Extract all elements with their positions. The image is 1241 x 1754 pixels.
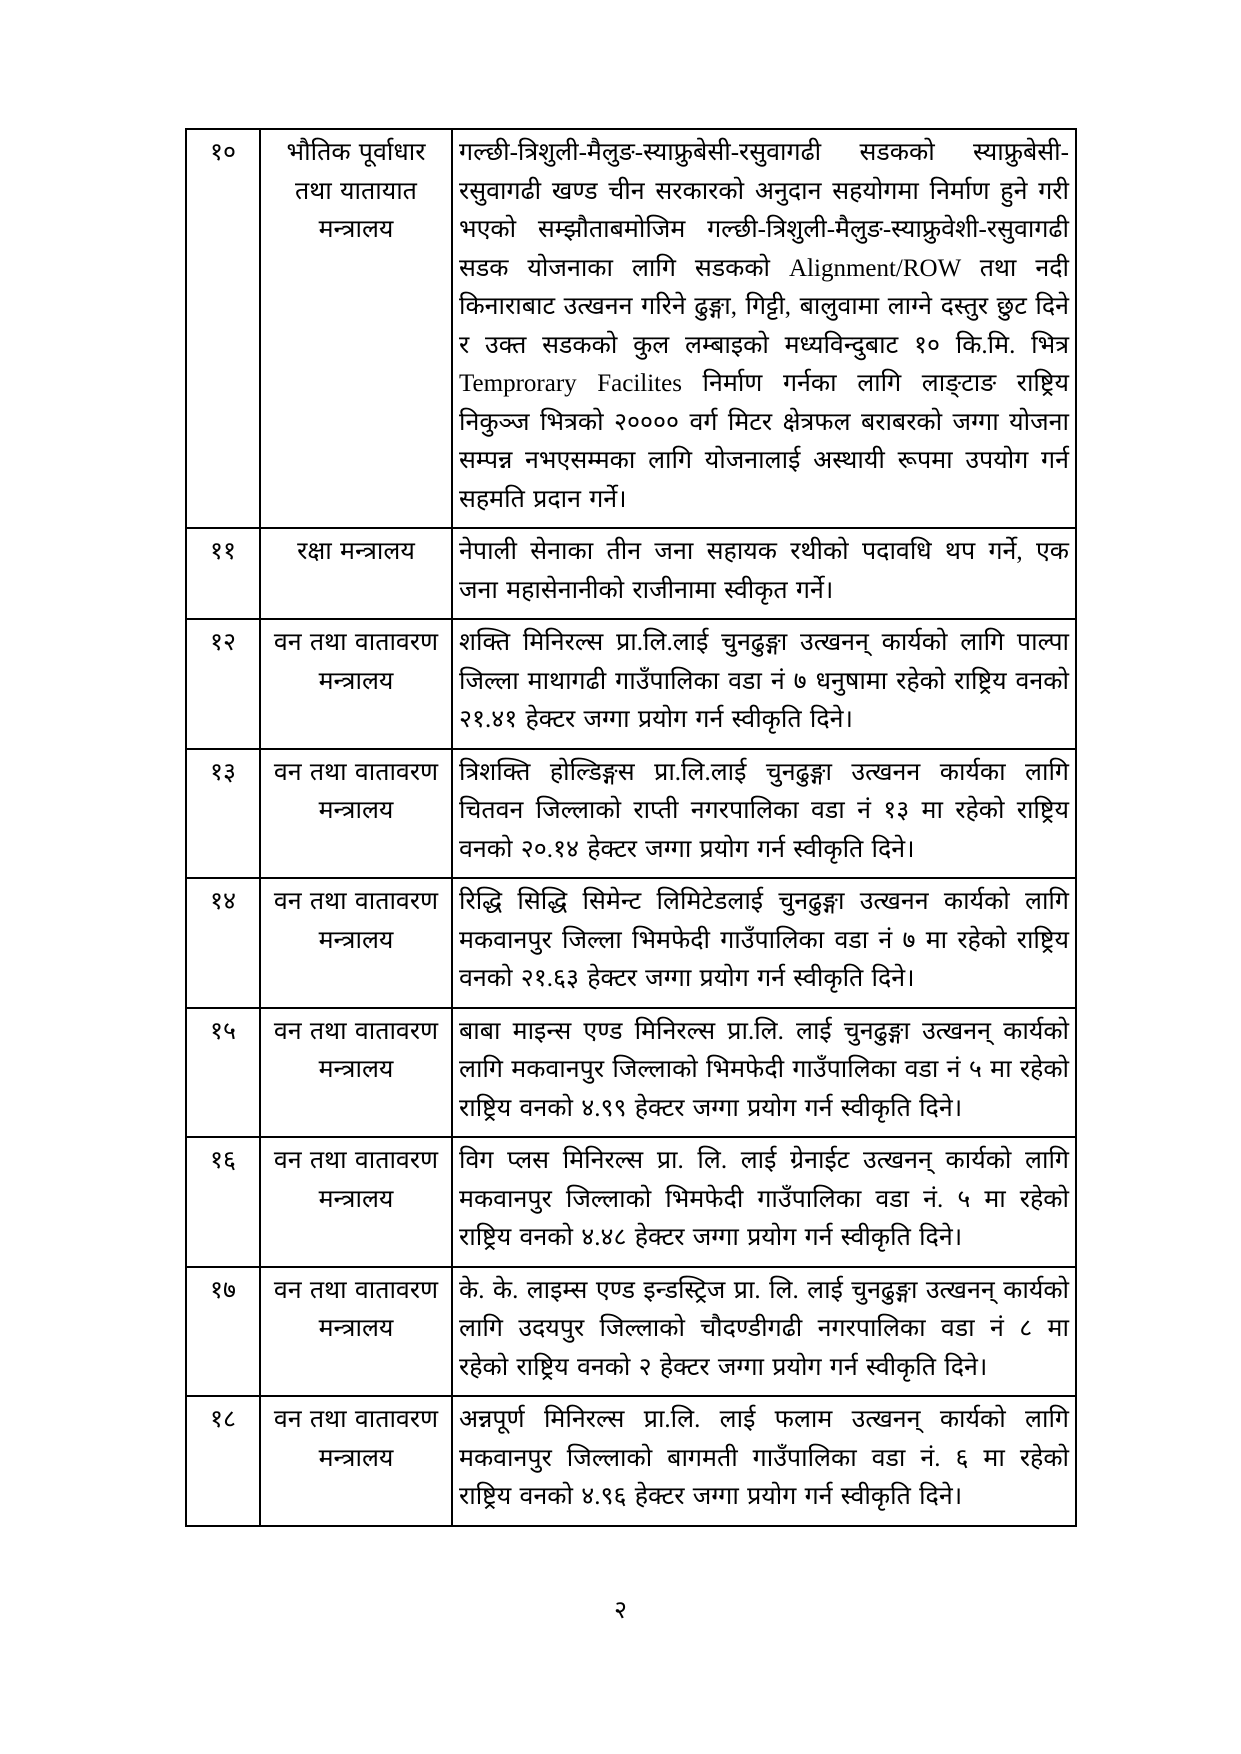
decision-cell: विग प्लस मिनिरल्स प्रा. लि. लाई ग्रेनाईट उत्खनन् कार्यको लागि मकवानपुर जिल्लाको भिमफेदी गाउँपालिका वडा नं. ५ मा रहेको राष्ट्रिय वनको ४.४८ हेक्टर जग्गा प्रयोग गर्न स्वीकृति दिने। [452,1137,1076,1267]
row-number: ११ [186,528,260,619]
ministry-cell: वन तथा वातावरण मन्त्रालय [260,1137,452,1267]
ministry-cell: वन तथा वातावरण मन्त्रालय [260,1396,452,1526]
ministry-cell: रक्षा मन्त्रालय [260,528,452,619]
decision-cell: बाबा माइन्स एण्ड मिनिरल्स प्रा.लि. लाई चुनढुङ्गा उत्खनन् कार्यको लागि मकवानपुर जिल्लाको भिमफेदी गाउँपालिका वडा नं ५ मा रहेको राष्ट्रिय वनको ४.९९ हेक्टर जग्गा प्रयोग गर्न स्वीकृति दिने। [452,1008,1076,1138]
table-row [186,1008,1076,1138]
row-number: १८ [186,1396,260,1526]
ministry-cell: भौतिक पूर्वाधार तथा यातायात मन्त्रालय [260,129,452,528]
decision-cell: गल्छी-त्रिशुली-मैलुङ-स्याफ्रुबेसी-रसुवागढी सडकको स्याफ्रुबेसी-रसुवागढी खण्ड चीन सरकारको अनुदान सहयोगमा निर्माण हुने गरी भएको सम्झौताबमोजिम गल्छी-त्रिशुली-मैलुङ-स्याफ्रुवेशी-रसुवागढी सडक योजनाका लागि सडकको Alignment/ROW तथा नदी किनाराबाट उत्खनन गरिने ढुङ्गा, गिट्टी, बालुवामा लाग्ने दस्तुर छुट दिने र उक्त सडकको कुल लम्बाइको मध्यविन्दुबाट १० कि.मि. भित्र Temprorary Facilites निर्माण गर्नका लागि लाङ्टाङ राष्ट्रिय निकुञ्ज भित्रको २०००० वर्ग मिटर क्षेत्रफल बराबरको जग्गा योजना सम्पन्न नभएसम्मका लागि योजनालाई अस्थायी रूपमा उपयोग गर्न सहमति प्रदान गर्ने। [452,129,1076,528]
table-row [186,1396,1076,1526]
ministry-cell: वन तथा वातावरण मन्त्रालय [260,1008,452,1138]
row-number: १२ [186,619,260,749]
decisions-table-body [186,129,1076,1526]
decision-cell: नेपाली सेनाका तीन जना सहायक रथीको पदावधि थप गर्ने, एक जना महासेनानीको राजीनामा स्वीकृत गर्ने। [452,528,1076,619]
table-row [186,619,1076,749]
table-row [186,528,1076,619]
decision-cell: शक्ति मिनिरल्स प्रा.लि.लाई चुनढुङ्गा उत्खनन् कार्यको लागि पाल्पा जिल्ला माथागढी गाउँपालिका वडा नं ७ धनुषामा रहेको राष्ट्रिय वनको २१.४१ हेक्टर जग्गा प्रयोग गर्न स्वीकृति दिने। [452,619,1076,749]
decision-cell: रिद्धि सिद्धि सिमेन्ट लिमिटेडलाई चुनढुङ्गा उत्खनन कार्यको लागि मकवानपुर जिल्ला भिमफेदी गाउँपालिका वडा नं ७ मा रहेको राष्ट्रिय वनको २१.६३ हेक्टर जग्गा प्रयोग गर्न स्वीकृति दिने। [452,878,1076,1008]
ministry-cell: वन तथा वातावरण मन्त्रालय [260,878,452,1008]
page-number: २ [613,1597,627,1624]
decision-cell: के. के. लाइम्स एण्ड इन्डस्ट्रिज प्रा. लि. लाई चुनढुङ्गा उत्खनन् कार्यको लागि उदयपुर जिल्लाको चौदण्डीगढी नगरपालिका वडा नं ८ मा रहेको राष्ट्रिय वनको २ हेक्टर जग्गा प्रयोग गर्न स्वीकृति दिने। [452,1267,1076,1397]
decision-cell: त्रिशक्ति होल्डिङ्गस प्रा.लि.लाई चुनढुङ्गा उत्खनन कार्यका लागि चितवन जिल्लाको राप्ती नगरपालिका वडा नं १३ मा रहेको राष्ट्रिय वनको २०.१४ हेक्टर जग्गा प्रयोग गर्न स्वीकृति दिने। [452,749,1076,879]
decision-cell: अन्नपूर्ण मिनिरल्स प्रा.लि. लाई फलाम उत्खनन् कार्यको लागि मकवानपुर जिल्लाको बागमती गाउँपालिका वडा नं. ६ मा रहेको राष्ट्रिय वनको ४.९६ हेक्टर जग्गा प्रयोग गर्न स्वीकृति दिने। [452,1396,1076,1526]
row-number: १७ [186,1267,260,1397]
ministry-cell: वन तथा वातावरण मन्त्रालय [260,619,452,749]
table-row [186,1137,1076,1267]
table-row [186,1267,1076,1397]
table-row [186,749,1076,879]
decisions-table [185,128,1077,1527]
table-row [186,129,1076,528]
row-number: १४ [186,878,260,1008]
row-number: १५ [186,1008,260,1138]
ministry-cell: वन तथा वातावरण मन्त्रालय [260,749,452,879]
ministry-cell: वन तथा वातावरण मन्त्रालय [260,1267,452,1397]
row-number: १३ [186,749,260,879]
table-row [186,878,1076,1008]
row-number: १० [186,129,260,528]
row-number: १६ [186,1137,260,1267]
